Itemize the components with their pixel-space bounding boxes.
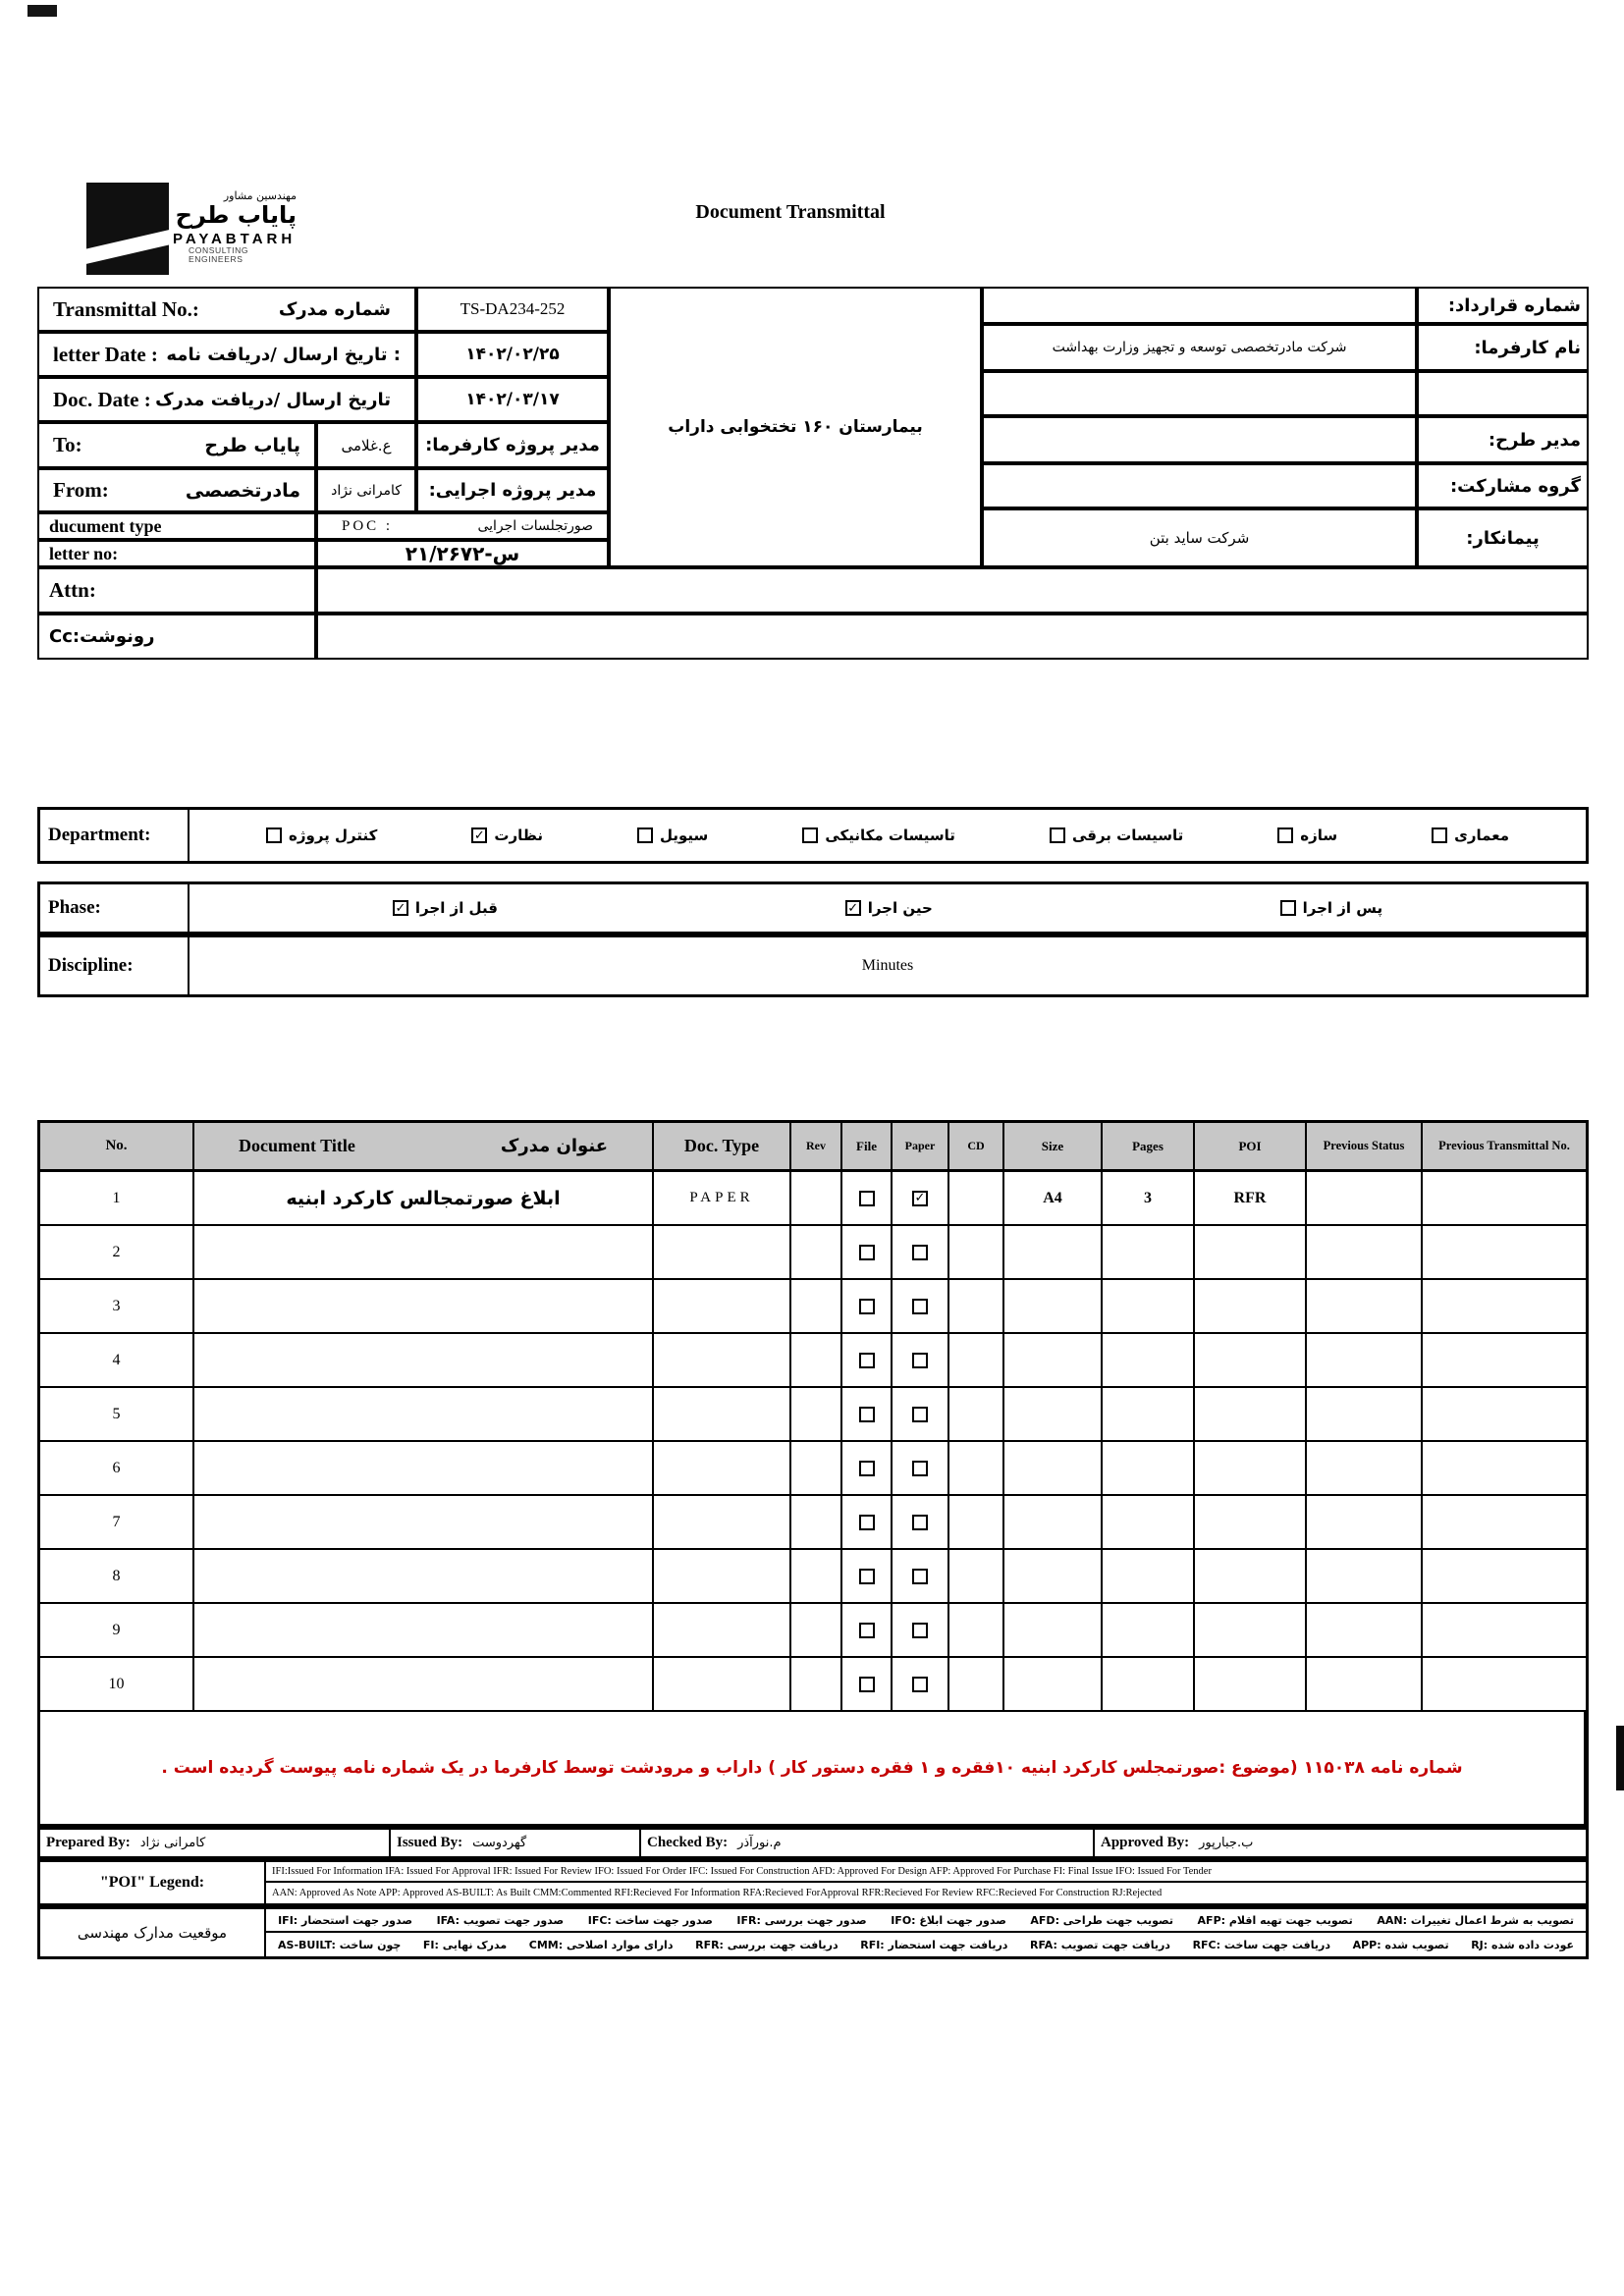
row-file-checkbox bbox=[842, 1658, 893, 1712]
row-cd bbox=[949, 1172, 1004, 1226]
row-rev bbox=[791, 1226, 842, 1280]
row-title bbox=[194, 1334, 654, 1388]
row-rev bbox=[791, 1172, 842, 1226]
client-value: شرکت مادرتخصصی توسعه و تجهیز وزارت بهداشت bbox=[982, 324, 1417, 371]
row-file-checkbox-icon bbox=[859, 1677, 875, 1692]
row-doc-type bbox=[654, 1280, 791, 1334]
letter-no-value: س-۲۱/۲۶۷۲ bbox=[316, 540, 609, 567]
client-label bbox=[1417, 324, 1589, 371]
issued-by-value: گهردوست bbox=[472, 1836, 527, 1850]
row-poi bbox=[1195, 1280, 1307, 1334]
row-prev-status bbox=[1307, 1226, 1423, 1280]
row-paper-checkbox bbox=[893, 1172, 949, 1226]
company-logo-icon bbox=[86, 183, 169, 275]
row-pages bbox=[1103, 1388, 1195, 1442]
transmittal-no-label-fa: شماره مدرک bbox=[278, 298, 391, 320]
department-option-label: کنترل پروژه bbox=[289, 827, 378, 844]
fa-legend-item: RFA: دریافت جهت تصویب bbox=[1030, 1938, 1170, 1951]
row-cd bbox=[949, 1604, 1004, 1658]
header-info-table bbox=[37, 287, 1589, 660]
row-rev bbox=[791, 1658, 842, 1712]
fa-legend-item: RFC: دریافت جهت ساخت bbox=[1192, 1938, 1330, 1951]
row-prev-transmittal bbox=[1423, 1226, 1586, 1280]
row-rev bbox=[791, 1550, 842, 1604]
department-items bbox=[189, 827, 1586, 844]
row-doc-type bbox=[654, 1496, 791, 1550]
row-poi bbox=[1195, 1226, 1307, 1280]
row-title bbox=[194, 1388, 654, 1442]
logo-en-name: PAYABTARH bbox=[173, 230, 297, 247]
row-paper-checkbox bbox=[893, 1226, 949, 1280]
contractor-value: شرکت ساید بتن bbox=[982, 508, 1417, 567]
row-no: 9 bbox=[40, 1604, 194, 1658]
col-header-poi: POI bbox=[1195, 1123, 1307, 1172]
phase-option bbox=[393, 899, 498, 917]
phase-label: Phase: bbox=[40, 884, 189, 932]
note-row bbox=[40, 1712, 1586, 1824]
from-label: From: bbox=[53, 478, 109, 502]
row-paper-checkbox bbox=[893, 1280, 949, 1334]
row-prev-status bbox=[1307, 1496, 1423, 1550]
department-option bbox=[266, 827, 377, 844]
letter-date-label-en: letter Date : bbox=[53, 342, 158, 366]
department-option-label: سیویل bbox=[659, 827, 709, 844]
col-header-cd: CD bbox=[949, 1123, 1004, 1172]
discipline-label: Discipline: bbox=[40, 937, 189, 994]
row-paper-checkbox-checked-icon: ✓ bbox=[912, 1191, 928, 1206]
fa-legend-line-2 bbox=[266, 1933, 1586, 1956]
row-size bbox=[1004, 1442, 1103, 1496]
fa-legend-item: AAN: تصویب به شرط اعمال تغییرات bbox=[1377, 1913, 1574, 1927]
row-doc-type bbox=[654, 1226, 791, 1280]
row-no: 7 bbox=[40, 1496, 194, 1550]
row-cd bbox=[949, 1334, 1004, 1388]
phase-option-label: پس از اجرا bbox=[1302, 899, 1383, 917]
letter-no-row bbox=[37, 540, 316, 567]
doc-date-label-fa: تاریخ ارسال /دریافت مدرک bbox=[155, 389, 391, 410]
row-poi bbox=[1195, 1496, 1307, 1550]
department-option bbox=[1050, 827, 1183, 844]
row-prev-status bbox=[1307, 1658, 1423, 1712]
department-option-icon bbox=[1277, 828, 1293, 843]
prepared-by-label: Prepared By: bbox=[46, 1835, 131, 1850]
row-doc-type bbox=[654, 1550, 791, 1604]
row-size: A4 bbox=[1004, 1172, 1103, 1226]
row-doc-type bbox=[654, 1658, 791, 1712]
checked-by-cell bbox=[641, 1830, 1095, 1856]
client-label-text: نام کارفرما: bbox=[1474, 337, 1581, 358]
scan-artifact bbox=[27, 5, 57, 17]
row-cd bbox=[949, 1226, 1004, 1280]
from-row bbox=[37, 468, 316, 512]
to-role-label: مدیر پروژه کارفرما: bbox=[416, 422, 609, 468]
row-file-checkbox bbox=[842, 1226, 893, 1280]
row-no: 5 bbox=[40, 1388, 194, 1442]
col-header-doc-type: Doc. Type bbox=[654, 1123, 791, 1172]
fa-legend bbox=[37, 1906, 1589, 1959]
fa-legend-item: AFP: تصویب جهت تهیه اقلام bbox=[1197, 1913, 1353, 1927]
logo-en-tagline: CONSULTING ENGINEERS bbox=[189, 245, 249, 265]
fa-legend-item: RFR: دریافت جهت بررسی bbox=[695, 1938, 839, 1951]
department-option-label: تاسیسات برقی bbox=[1071, 827, 1184, 844]
checked-by-label: Checked By: bbox=[647, 1835, 729, 1850]
row-size bbox=[1004, 1388, 1103, 1442]
department-option bbox=[802, 827, 955, 844]
to-value: پایاب طرح bbox=[204, 434, 300, 456]
attn-value-cell bbox=[316, 567, 1589, 614]
row-file-checkbox-icon bbox=[859, 1191, 875, 1206]
row-size bbox=[1004, 1334, 1103, 1388]
row-poi bbox=[1195, 1658, 1307, 1712]
fa-legend-item: AFD: تصویب جهت طراحی bbox=[1030, 1913, 1173, 1927]
row-prev-transmittal bbox=[1423, 1334, 1586, 1388]
to-row bbox=[37, 422, 316, 468]
row-paper-checkbox bbox=[893, 1550, 949, 1604]
row-paper-checkbox-icon bbox=[912, 1623, 928, 1638]
col-header-title-en: Document Title bbox=[239, 1136, 355, 1155]
row-poi bbox=[1195, 1442, 1307, 1496]
row-size bbox=[1004, 1658, 1103, 1712]
row-prev-transmittal bbox=[1423, 1550, 1586, 1604]
row-paper-checkbox-icon bbox=[912, 1407, 928, 1422]
row-paper-checkbox bbox=[893, 1442, 949, 1496]
row-no: 1 bbox=[40, 1172, 194, 1226]
department-option bbox=[1277, 827, 1337, 844]
doc-date-label-en: Doc. Date : bbox=[53, 387, 151, 411]
partnership-label-text: گروه مشارکت: bbox=[1449, 475, 1581, 497]
row-title bbox=[194, 1496, 654, 1550]
attn-label: Attn: bbox=[49, 578, 96, 602]
fa-legend-line-1 bbox=[266, 1909, 1586, 1933]
fa-legend-item: IFO: صدور جهت ابلاغ bbox=[891, 1913, 1006, 1927]
doc-date-row bbox=[37, 377, 416, 422]
row-size bbox=[1004, 1226, 1103, 1280]
row-pages bbox=[1103, 1334, 1195, 1388]
row-rev bbox=[791, 1388, 842, 1442]
row-no: 3 bbox=[40, 1280, 194, 1334]
cc-value-cell bbox=[316, 614, 1589, 660]
letter-no-label: letter no: bbox=[49, 543, 119, 563]
row-doc-type bbox=[654, 1604, 791, 1658]
from-value: مادرتخصصی bbox=[185, 479, 300, 502]
transmittal-no-label-en: Transmittal No.: bbox=[53, 296, 199, 321]
fa-legend-item: RJ: عودت داده شده bbox=[1471, 1938, 1574, 1951]
row-no: 4 bbox=[40, 1334, 194, 1388]
row-title bbox=[194, 1442, 654, 1496]
row-poi: RFR bbox=[1195, 1172, 1307, 1226]
fa-legend-item: APP: تصویب شده bbox=[1352, 1938, 1449, 1951]
row-file-checkbox bbox=[842, 1388, 893, 1442]
doc-type-value-fa: صورتجلسات اجرایی bbox=[477, 518, 593, 534]
to-person: ع.غلامی bbox=[316, 422, 416, 468]
row-poi bbox=[1195, 1604, 1307, 1658]
department-option bbox=[1432, 827, 1509, 844]
row-pages: 3 bbox=[1103, 1172, 1195, 1226]
row-prev-status bbox=[1307, 1172, 1423, 1226]
project-name-cell: بیمارستان ۱۶۰ تختخوابی داراب bbox=[609, 287, 982, 567]
row-paper-checkbox-icon bbox=[912, 1461, 928, 1476]
row-no: 10 bbox=[40, 1658, 194, 1712]
logo-fa-tagline: مهندسین مشاور bbox=[223, 189, 297, 202]
row-no: 2 bbox=[40, 1226, 194, 1280]
row-paper-checkbox bbox=[893, 1658, 949, 1712]
logo-swoosh-icon bbox=[86, 224, 169, 266]
row-cd bbox=[949, 1442, 1004, 1496]
row-file-checkbox bbox=[842, 1496, 893, 1550]
empty-right-value bbox=[982, 371, 1417, 416]
row-prev-status bbox=[1307, 1280, 1423, 1334]
partnership-value bbox=[982, 463, 1417, 508]
cc-row bbox=[37, 614, 316, 660]
department-option-icon bbox=[266, 828, 282, 843]
department-option-checked-icon: ✓ bbox=[471, 828, 487, 843]
fa-legend-item: AS-BUILT: چون ساخت bbox=[278, 1938, 402, 1951]
row-size bbox=[1004, 1496, 1103, 1550]
row-doc-type bbox=[654, 1442, 791, 1496]
row-poi bbox=[1195, 1334, 1307, 1388]
approved-by-value: ب.جبارپور bbox=[1199, 1836, 1254, 1850]
fa-legend-item: IFA: صدور جهت تصویب bbox=[436, 1913, 565, 1927]
row-prev-status bbox=[1307, 1388, 1423, 1442]
doc-type-value-cell bbox=[316, 512, 609, 540]
row-rev bbox=[791, 1442, 842, 1496]
row-prev-status bbox=[1307, 1442, 1423, 1496]
department-option-label: سازه bbox=[1300, 827, 1338, 844]
issued-by-label: Issued By: bbox=[397, 1835, 463, 1850]
to-label: To: bbox=[53, 433, 82, 456]
approved-by-label: Approved By: bbox=[1101, 1835, 1190, 1850]
row-prev-transmittal bbox=[1423, 1442, 1586, 1496]
phase-option-label: حین اجرا bbox=[867, 899, 933, 917]
plan-manager-value bbox=[982, 416, 1417, 463]
phase-section bbox=[37, 881, 1589, 934]
row-paper-checkbox bbox=[893, 1334, 949, 1388]
fa-legend-item: IFR: صدور جهت بررسی bbox=[736, 1913, 867, 1927]
row-pages bbox=[1103, 1226, 1195, 1280]
department-option-label: نظارت bbox=[494, 827, 543, 844]
row-pages bbox=[1103, 1550, 1195, 1604]
issued-by-cell bbox=[391, 1830, 641, 1856]
row-cd bbox=[949, 1388, 1004, 1442]
row-rev bbox=[791, 1334, 842, 1388]
col-header-pages: Pages bbox=[1103, 1123, 1195, 1172]
row-title bbox=[194, 1658, 654, 1712]
from-person: کامرانی نژاد bbox=[316, 468, 416, 512]
col-header-size: Size bbox=[1004, 1123, 1103, 1172]
row-file-checkbox bbox=[842, 1550, 893, 1604]
department-option-icon bbox=[802, 828, 818, 843]
checked-by-value: م.نورآذر bbox=[737, 1836, 782, 1850]
row-size bbox=[1004, 1550, 1103, 1604]
phase-option-icon bbox=[1280, 900, 1296, 916]
row-paper-checkbox bbox=[893, 1388, 949, 1442]
prepared-by-value: کامرانی نژاد bbox=[139, 1836, 206, 1850]
poi-legend-label: "POI" Legend: bbox=[40, 1862, 266, 1903]
row-prev-transmittal bbox=[1423, 1388, 1586, 1442]
letter-date-label-fa: تاریخ ارسال /دریافت نامه : bbox=[166, 344, 401, 365]
row-poi bbox=[1195, 1550, 1307, 1604]
department-option bbox=[471, 827, 543, 844]
row-file-checkbox bbox=[842, 1172, 893, 1226]
phase-option-checked-icon: ✓ bbox=[845, 900, 861, 916]
row-file-checkbox bbox=[842, 1442, 893, 1496]
row-doc-type bbox=[654, 1334, 791, 1388]
col-header-rev: Rev bbox=[791, 1123, 842, 1172]
discipline-value: Minutes bbox=[861, 957, 914, 974]
row-cd bbox=[949, 1496, 1004, 1550]
col-header-prev-status: Previous Status bbox=[1307, 1123, 1423, 1172]
row-pages bbox=[1103, 1280, 1195, 1334]
fa-legend-item: IFI: صدور جهت استحضار bbox=[278, 1913, 412, 1927]
doc-type-row bbox=[37, 512, 316, 540]
phase-option bbox=[845, 899, 933, 917]
poi-legend-line-1: IFI:Issued For Information IFA: Issued For Approval IFR: Issued For Review IFO: Issued For Order IFC: Issued For Construction AFD: Approved For Design AFP: Approved For Purchase FI: Final Issue IFO: Issued For Tender bbox=[266, 1862, 1586, 1883]
doc-type-value-en: POC : bbox=[342, 517, 394, 534]
phase-option-label: قبل از اجرا bbox=[414, 899, 498, 917]
contractor-label: پیمانکار: bbox=[1417, 508, 1589, 567]
row-file-checkbox-icon bbox=[859, 1245, 875, 1260]
row-file-checkbox bbox=[842, 1334, 893, 1388]
col-header-title bbox=[194, 1123, 654, 1172]
row-paper-checkbox bbox=[893, 1496, 949, 1550]
transmittal-no-value: TS-DA234-252 bbox=[416, 287, 609, 332]
col-header-file: File bbox=[842, 1123, 893, 1172]
department-option-icon bbox=[637, 828, 653, 843]
row-pages bbox=[1103, 1442, 1195, 1496]
department-section bbox=[37, 807, 1589, 864]
row-no: 6 bbox=[40, 1442, 194, 1496]
row-file-checkbox-icon bbox=[859, 1569, 875, 1584]
row-paper-checkbox-icon bbox=[912, 1299, 928, 1314]
plan-manager-label bbox=[1417, 416, 1589, 463]
fa-legend-item: IFC: صدور جهت ساخت bbox=[587, 1913, 713, 1927]
attn-row bbox=[37, 567, 316, 614]
row-title bbox=[194, 1280, 654, 1334]
row-file-checkbox-icon bbox=[859, 1353, 875, 1368]
row-poi bbox=[1195, 1388, 1307, 1442]
department-option-label: معماری bbox=[1454, 827, 1509, 844]
row-paper-checkbox-icon bbox=[912, 1515, 928, 1530]
fa-legend-item: CMM: دارای موارد اصلاحی bbox=[528, 1938, 674, 1951]
approved-by-cell bbox=[1095, 1830, 1586, 1856]
scan-edge-artifact bbox=[1616, 1726, 1624, 1790]
poi-legend-line-2: AAN: Approved As Note APP: Approved AS-BUILT: As Built CMM:Commented RFI:Recieved For Information RFA:Recieved ForApproval RFR:Recieved For Review RFC:Recieved For Construction RJ:Rejected bbox=[272, 1888, 1163, 1898]
note-text: شماره نامه ۱۱۵۰۳۸ (موضوع :صورتمجلس کارکرد ابنیه ۱۰فقره و ۱ فقره دستور کار ) داراب و مرودشت توسط کارفرما در یک شماره نامه پیوست گردیده است . bbox=[161, 1758, 1463, 1778]
signature-row bbox=[37, 1827, 1589, 1859]
row-pages bbox=[1103, 1658, 1195, 1712]
row-rev bbox=[791, 1496, 842, 1550]
row-paper-checkbox-icon bbox=[912, 1245, 928, 1260]
partnership-label bbox=[1417, 463, 1589, 508]
discipline-section bbox=[37, 934, 1589, 997]
company-logo-text bbox=[173, 190, 297, 264]
row-prev-status bbox=[1307, 1550, 1423, 1604]
row-prev-transmittal bbox=[1423, 1496, 1586, 1550]
col-header-prev-transmittal: Previous Transmittal No. bbox=[1423, 1123, 1586, 1172]
page-title: Document Transmittal bbox=[695, 201, 886, 223]
row-file-checkbox-icon bbox=[859, 1515, 875, 1530]
prepared-by-cell bbox=[40, 1830, 391, 1856]
row-title bbox=[194, 1550, 654, 1604]
row-title bbox=[194, 1226, 654, 1280]
row-size bbox=[1004, 1604, 1103, 1658]
department-option-icon bbox=[1050, 828, 1065, 843]
phase-items bbox=[189, 899, 1586, 917]
row-prev-transmittal bbox=[1423, 1604, 1586, 1658]
contract-no-label bbox=[1417, 287, 1589, 324]
row-prev-status bbox=[1307, 1334, 1423, 1388]
logo-fa-name: پایاب طرح bbox=[175, 200, 297, 229]
fa-legend-item: RFI: دریافت جهت استحضار bbox=[860, 1938, 1008, 1951]
row-title: ابلاغ صورتمجالس کارکرد ابنیه bbox=[194, 1172, 654, 1226]
poi-legend bbox=[37, 1859, 1589, 1906]
fa-legend-label: موقعیت مدارک مهندسی bbox=[40, 1909, 266, 1956]
row-size bbox=[1004, 1280, 1103, 1334]
col-header-paper: Paper bbox=[893, 1123, 949, 1172]
row-prev-transmittal bbox=[1423, 1658, 1586, 1712]
row-file-checkbox-icon bbox=[859, 1623, 875, 1638]
row-file-checkbox-icon bbox=[859, 1407, 875, 1422]
row-doc-type: PAPER bbox=[654, 1172, 791, 1226]
row-prev-status bbox=[1307, 1604, 1423, 1658]
row-file-checkbox-icon bbox=[859, 1299, 875, 1314]
cc-label: Cc:رونوشت bbox=[49, 626, 155, 647]
row-file-checkbox-icon bbox=[859, 1461, 875, 1476]
department-option bbox=[637, 827, 708, 844]
department-label: Department: bbox=[40, 810, 189, 861]
row-prev-transmittal bbox=[1423, 1280, 1586, 1334]
row-rev bbox=[791, 1280, 842, 1334]
contract-no-value bbox=[982, 287, 1417, 324]
doc-type-label: ducument type bbox=[49, 515, 162, 536]
fa-legend-item: FI: مدرک نهایی bbox=[422, 1938, 508, 1951]
row-title bbox=[194, 1604, 654, 1658]
row-cd bbox=[949, 1658, 1004, 1712]
row-paper-checkbox-icon bbox=[912, 1569, 928, 1584]
row-paper-checkbox-icon bbox=[912, 1677, 928, 1692]
row-rev bbox=[791, 1604, 842, 1658]
contract-no-label-text: شماره قرارداد: bbox=[1447, 294, 1581, 316]
department-option-label: تاسیسات مکانیکی bbox=[825, 827, 955, 844]
row-cd bbox=[949, 1280, 1004, 1334]
row-paper-checkbox bbox=[893, 1604, 949, 1658]
from-role-label: مدیر پروژه اجرایی: bbox=[416, 468, 609, 512]
row-paper-checkbox-icon bbox=[912, 1353, 928, 1368]
row-prev-transmittal bbox=[1423, 1172, 1586, 1226]
col-header-title-fa: عنوان مدرک bbox=[500, 1136, 608, 1156]
row-no: 8 bbox=[40, 1550, 194, 1604]
transmittal-no-row bbox=[37, 287, 416, 332]
plan-manager-label-text: مدیر طرح: bbox=[1488, 429, 1581, 451]
row-file-checkbox bbox=[842, 1280, 893, 1334]
department-option-icon bbox=[1432, 828, 1447, 843]
letter-date-value: ۱۴۰۲/۰۲/۲۵ bbox=[416, 332, 609, 377]
empty-right-label bbox=[1417, 371, 1589, 416]
document-table bbox=[37, 1120, 1589, 1827]
row-pages bbox=[1103, 1604, 1195, 1658]
col-header-no: No. bbox=[40, 1123, 194, 1172]
phase-option bbox=[1280, 899, 1382, 917]
row-pages bbox=[1103, 1496, 1195, 1550]
row-cd bbox=[949, 1550, 1004, 1604]
doc-date-value: ۱۴۰۲/۰۳/۱۷ bbox=[416, 377, 609, 422]
row-doc-type bbox=[654, 1388, 791, 1442]
letter-date-row bbox=[37, 332, 416, 377]
phase-option-checked-icon: ✓ bbox=[393, 900, 408, 916]
row-file-checkbox bbox=[842, 1604, 893, 1658]
